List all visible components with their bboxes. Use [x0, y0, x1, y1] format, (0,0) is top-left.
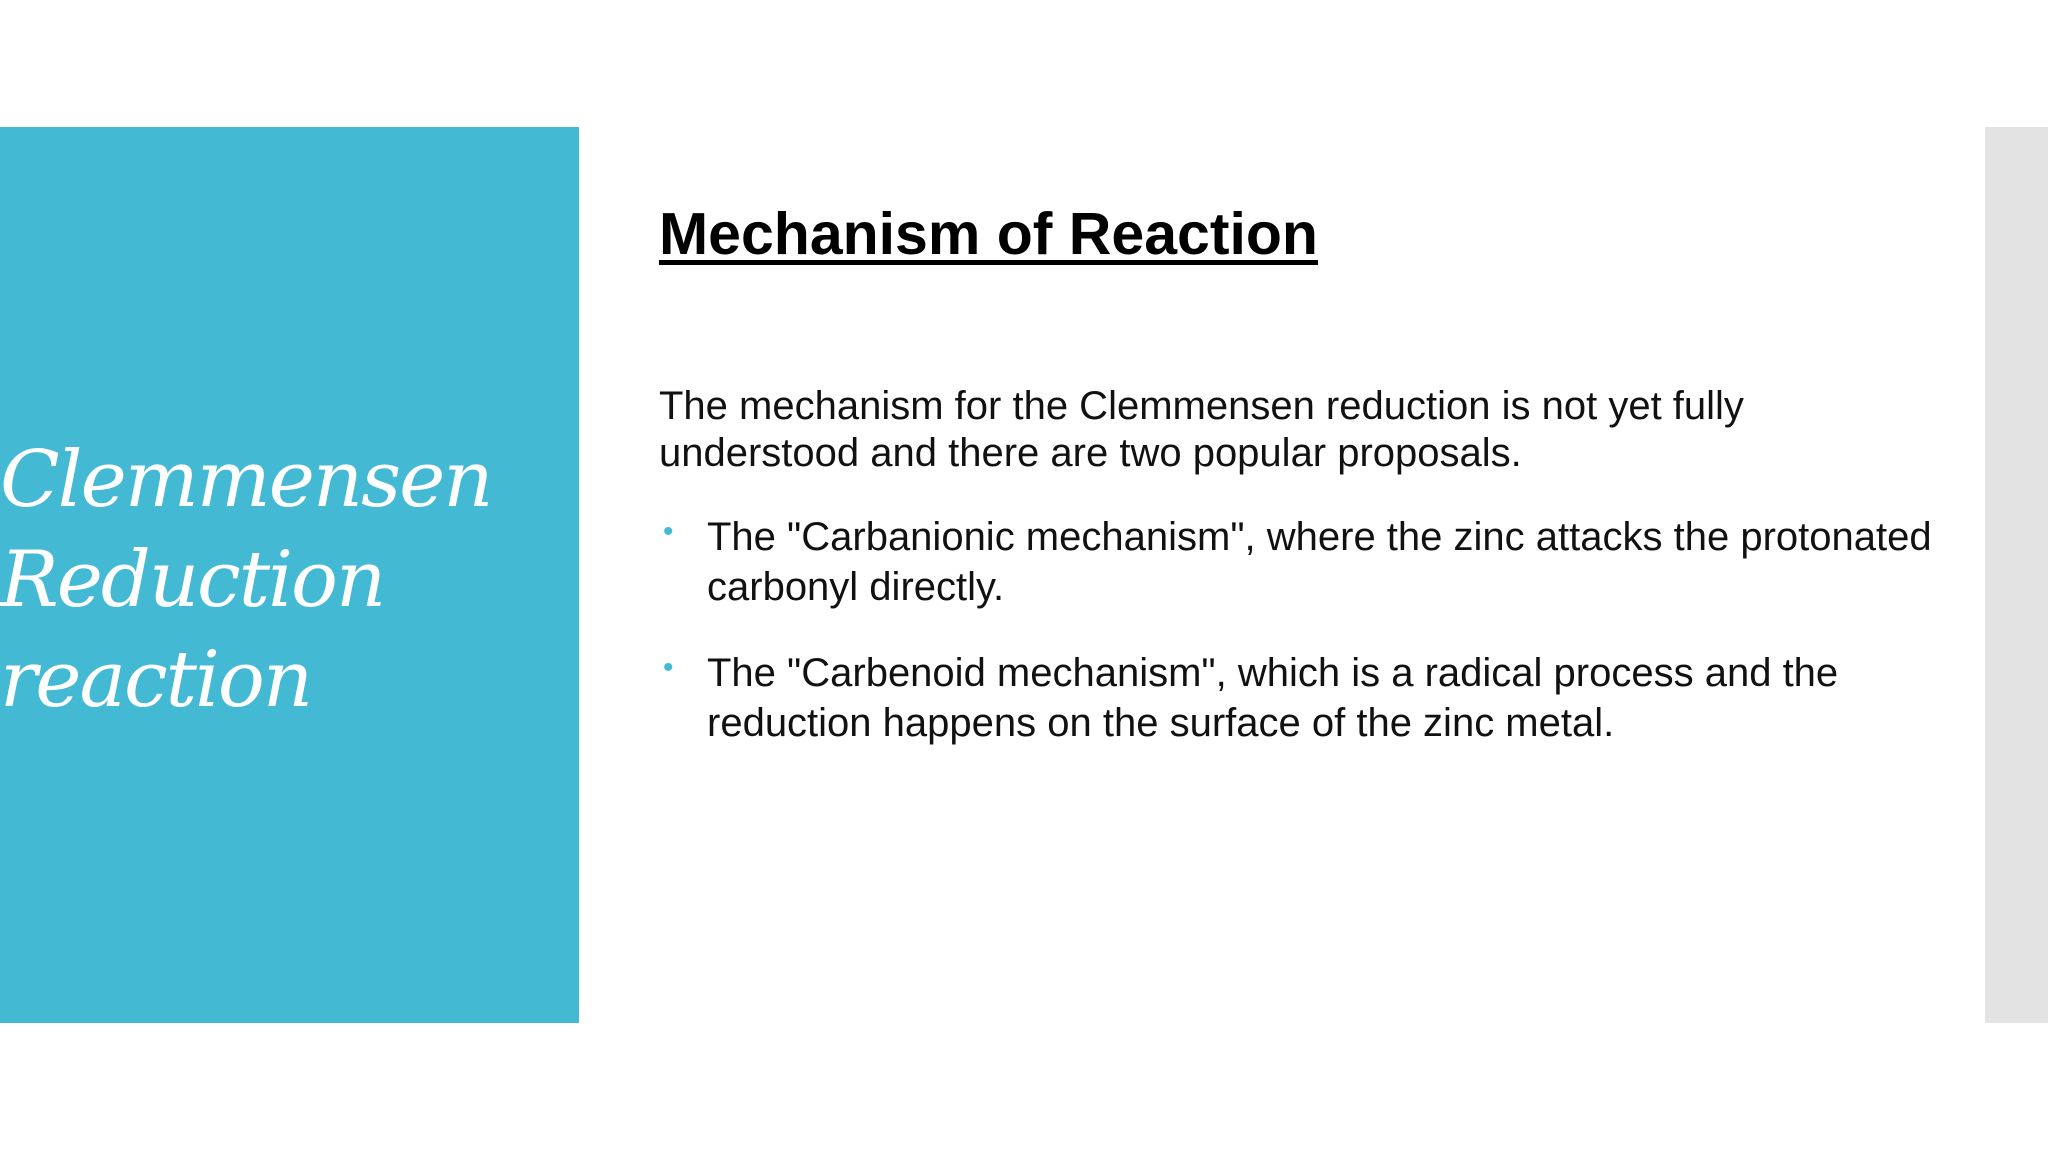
right-decorative-stripe — [1985, 127, 2048, 1023]
slide-title-line-1: Clemmensen — [0, 435, 492, 525]
intro-paragraph: The mechanism for the Clemmensen reduction is not yet fully understood and there are two popular proposals. — [659, 384, 1744, 475]
bullet-icon: • — [663, 651, 674, 684]
slide-title-line-2: Reduction — [0, 535, 385, 625]
bullet-list — [659, 512, 1959, 784]
slide-title-line-3: reaction — [0, 635, 312, 725]
bullet-icon: • — [663, 515, 674, 548]
slide-title — [0, 430, 579, 730]
bullet-item — [659, 512, 1959, 612]
bullet-text: The "Carbanionic mechanism", where the zinc attacks the protonated carbonyl directly. — [707, 515, 1932, 609]
bullet-item — [659, 648, 1959, 748]
bullet-text: The "Carbenoid mechanism", which is a radical process and the reduction happens on the surface of the zinc metal. — [707, 651, 1839, 745]
content-heading: Mechanism of Reaction — [659, 201, 1318, 267]
